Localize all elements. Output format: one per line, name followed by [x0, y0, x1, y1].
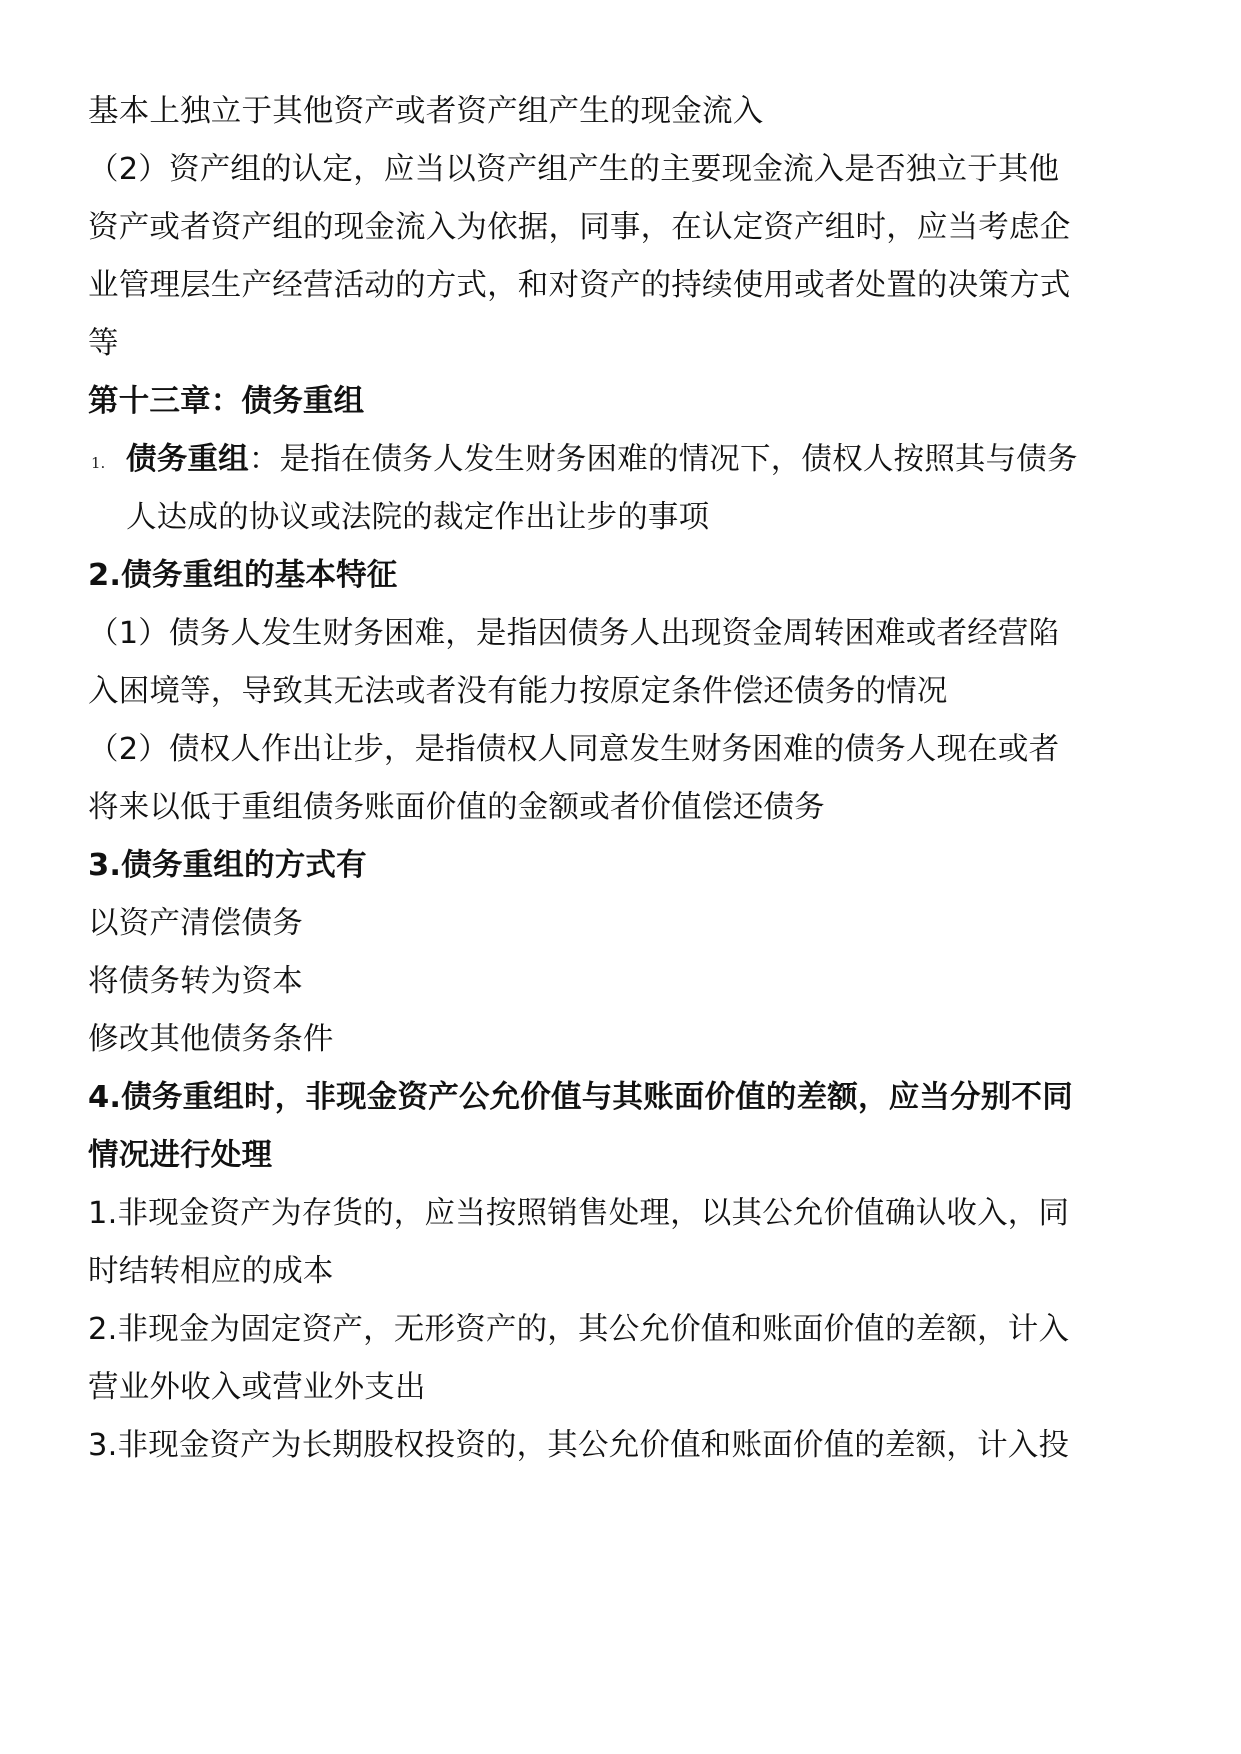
text-line: 等 — [88, 326, 119, 361]
text-line: 基本上独立于其他资产或者资产组产生的现金流入 — [88, 94, 764, 129]
text-line: （1）债务人发生财务困难，是指因债务人出现资金周转困难或者经营陷 — [88, 616, 1060, 651]
list-number: 1. — [91, 454, 106, 472]
text-line: 1.非现金资产为存货的，应当按照销售处理，以其公允价值确认收入，同 — [88, 1196, 1070, 1231]
chapter-heading: 第十三章：债务重组 — [88, 384, 365, 419]
text-line: 入困境等，导致其无法或者没有能力按原定条件偿还债务的情况 — [88, 674, 948, 709]
text-line: 将来以低于重组债务账面价值的金额或者价值偿还债务 — [88, 790, 825, 825]
text-line: （2）债权人作出让步，是指债权人同意发生财务困难的债务人现在或者 — [88, 732, 1060, 767]
list-item: 以资产清偿债务 — [88, 906, 303, 941]
section-heading: 情况进行处理 — [88, 1138, 273, 1173]
definition-text: ：是指在债务人发生财务困难的情况下，债权人按照其与债务 — [248, 442, 1078, 477]
definition-line — [126, 438, 1206, 482]
list-item: 修改其他债务条件 — [88, 1022, 334, 1057]
text-line: 人达成的协议或法院的裁定作出让步的事项 — [126, 500, 710, 535]
text-line: 营业外收入或营业外支出 — [88, 1370, 426, 1405]
section-heading: 4.债务重组时，非现金资产公允价值与其账面价值的差额，应当分别不同 — [88, 1080, 1073, 1115]
text-line: （2）资产组的认定，应当以资产组产生的主要现金流入是否独立于其他 — [88, 152, 1060, 187]
text-line: 业管理层生产经营活动的方式，和对资产的持续使用或者处置的决策方式 — [88, 268, 1071, 303]
text-line: 资产或者资产组的现金流入为依据，同事，在认定资产组时，应当考虑企 — [88, 210, 1071, 245]
list-item: 将债务转为资本 — [88, 964, 303, 999]
defined-term: 债务重组 — [126, 442, 249, 477]
section-heading: 2.债务重组的基本特征 — [88, 558, 398, 593]
section-heading: 3.债务重组的方式有 — [88, 848, 367, 883]
text-line: 2.非现金为固定资产，无形资产的，其公允价值和账面价值的差额，计入 — [88, 1312, 1070, 1347]
text-line: 3.非现金资产为长期股权投资的，其公允价值和账面价值的差额，计入投 — [88, 1428, 1070, 1463]
text-line: 时结转相应的成本 — [88, 1254, 334, 1289]
